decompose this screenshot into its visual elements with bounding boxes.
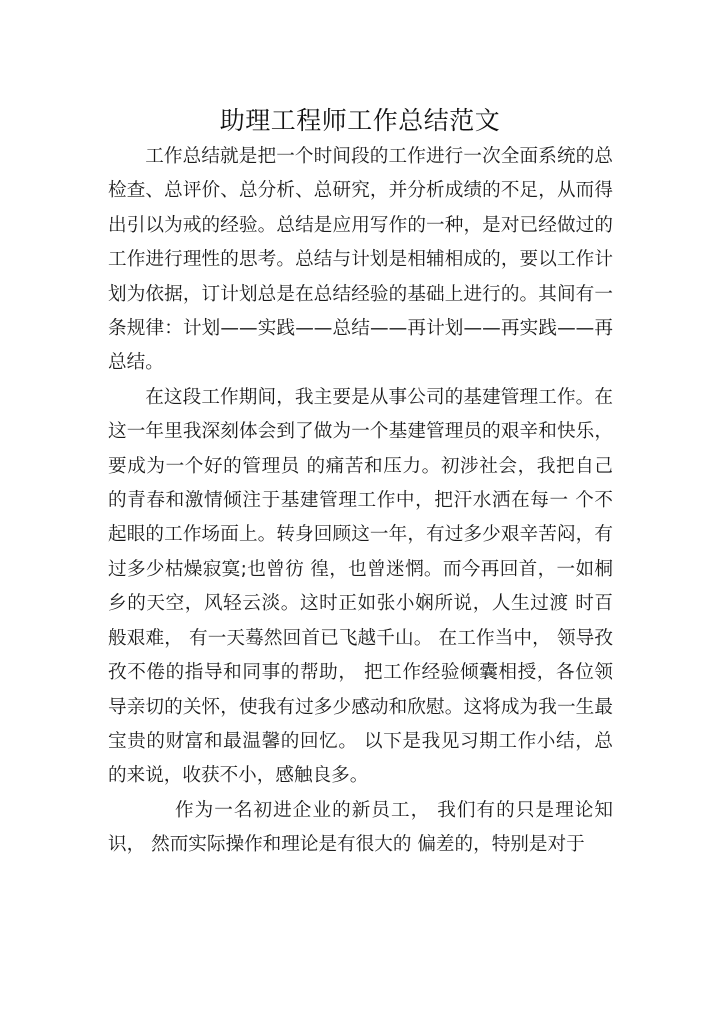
paragraph-new-employee: 作为一名初进企业的新员工， 我们有的只是理论知识， 然而实际操作和理论是有很大的 偏差的，特别是对于: [108, 799, 613, 856]
paragraph-work-period: 在这段工作期间，我主要是从事公司的基建管理工作。在这一年里我深刻体会到了做为一个基建管理员的艰辛和快乐， 要成为一个好的管理员 的痛苦和压力。初涉社会，我把自己的青春和激情倾注于基建管理工作中，把汗水洒在每一 个不起眼的工作场面上。转身回顾这一年，有过多少艰辛苦闷，有过多少枯燥寂寞;也曾彷 徨，也曾迷惘。而今再回首，一如桐乡的天空，风轻云淡。这时正如张小娴所说，人生过渡 时百般艰难， 有一天蓦然回首已飞越千山。 在工作当中， 领导孜孜不倦的指导和同事的帮助， 把工作经验倾囊相授，各位领导亲切的关怀，使我有过多少感动和欣慰。这将成为我一生最 宝贵的财富和最温馨的回忆。 以下是我见习期工作小结，总的来说，收获不小，感触良多。: [108, 386, 613, 787]
document-title: 助理工程师工作总结范文: [219, 105, 501, 135]
paragraph-intro: 工作总结就是把一个时间段的工作进行一次全面系统的总检查、总评价、总分析、总研究，并分析成绩的不足，从而得出引以为戒的经验。总结是应用写作的一种，是对已经做过的工作进行理性的思考。总结与计划是相辅相成的，要以工作计划为依据，订计划总是在总结经验的基础上进行的。其间有一条规律：计划——实践——总结——再计划——再实践——再总结。: [108, 146, 613, 374]
document-body: [108, 140, 613, 863]
